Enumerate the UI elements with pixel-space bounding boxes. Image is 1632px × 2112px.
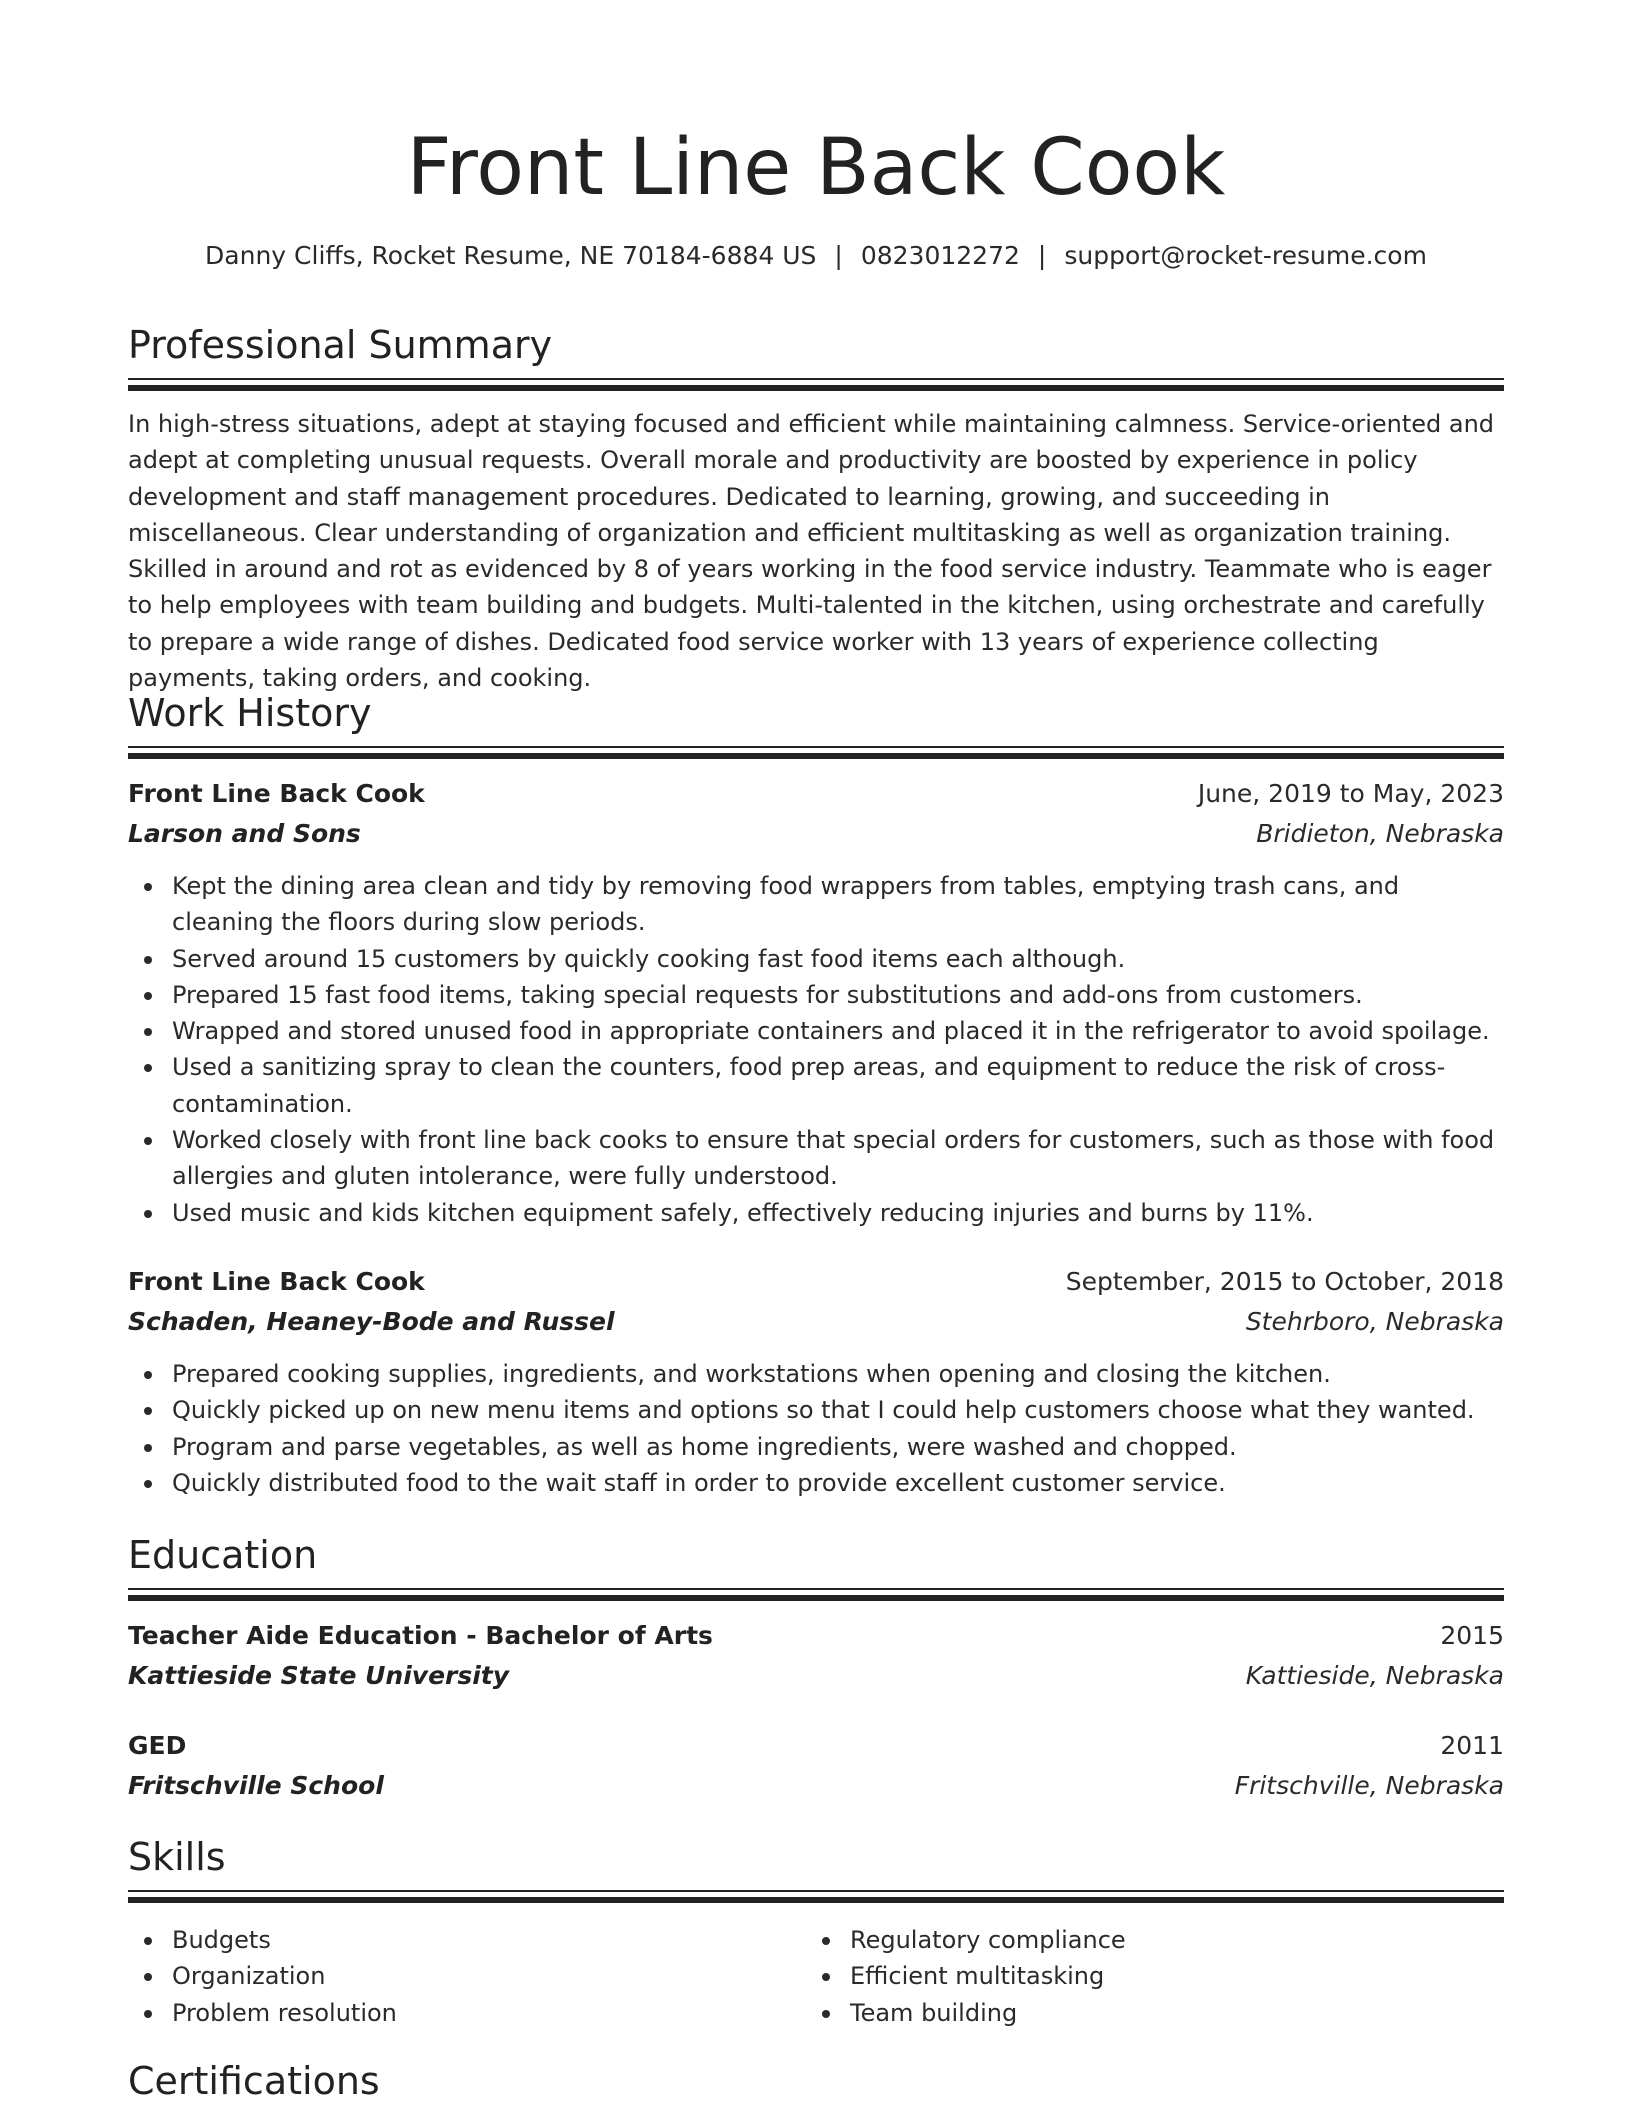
list-item: Used music and kids kitchen equipment safely, effectively reducing injuries and burns by 11%. xyxy=(172,1195,1504,1231)
education-year: 2015 xyxy=(1440,1621,1504,1650)
education-degree: GED xyxy=(128,1731,187,1760)
job-title: Front Line Back Cook xyxy=(128,1267,425,1296)
job-header-row xyxy=(128,776,1504,812)
job-title: Front Line Back Cook xyxy=(128,779,425,808)
list-item: Regulatory compliance xyxy=(850,1922,1500,1958)
contact-separator: | xyxy=(1037,241,1047,270)
section-title-summary: Professional Summary xyxy=(128,323,553,367)
list-item: Worked closely with front line back cooks to ensure that special orders for customers, such as those with food allergies and gluten intolerance, were fully understood. xyxy=(172,1122,1504,1195)
job-location: Bridieton, Nebraska xyxy=(1256,819,1504,848)
contact-line xyxy=(128,238,1504,274)
section-title-certifications: Certifications xyxy=(128,2059,380,2103)
job-company: Schaden, Heaney-Bode and Russel xyxy=(128,1307,615,1336)
contact-email: support@rocket-resume.com xyxy=(1064,241,1427,270)
list-item: Team building xyxy=(850,1995,1500,2031)
skills-list-right xyxy=(806,1922,1500,2031)
education-school-row xyxy=(128,1658,1504,1694)
list-item: Problem resolution xyxy=(172,1995,802,2031)
list-item: Used a sanitizing spray to clean the counters, food prep areas, and equipment to reduce the risk of cross-contamination. xyxy=(172,1049,1504,1122)
education-location: Fritschville, Nebraska xyxy=(1234,1771,1504,1800)
education-school: Fritschville School xyxy=(128,1771,384,1800)
list-item: Efficient multitasking xyxy=(850,1958,1500,1994)
contact-phone: 0823012272 xyxy=(860,241,1020,270)
education-header-row xyxy=(128,1618,1504,1654)
section-divider xyxy=(128,378,1504,392)
section-title-education: Education xyxy=(128,1533,318,1577)
education-location: Kattieside, Nebraska xyxy=(1245,1661,1504,1690)
list-item: Organization xyxy=(172,1958,802,1994)
list-item: Served around 15 customers by quickly cooking fast food items each although. xyxy=(172,941,1504,977)
summary-text: In high-stress situations, adept at staying focused and efficient while maintaining calmness. Service-oriented and adept at completing unusual requests. Overall morale and productivity are boosted by experience in policy development and staff management procedures. Dedicated to learning, growing, and succeeding in miscellaneous. Clear understanding of organization and efficient multitasking as well as organization training. Skilled in around and rot as evidenced by 8 of years working in the food service industry. Teammate who is eager to help employees with team building and budgets. Multi-talented in the kitchen, using orchestrate and carefully to prepare a wide range of dishes. Dedicated food service worker with 13 years of experience collecting payments, taking orders, and cooking. xyxy=(128,410,1495,693)
education-year: 2011 xyxy=(1440,1731,1504,1760)
section-divider xyxy=(128,1890,1504,1904)
section-title-skills: Skills xyxy=(128,1835,226,1879)
job-company-row xyxy=(128,1304,1504,1340)
contact-address: Danny Cliffs, Rocket Resume, NE 70184-6884 US xyxy=(205,241,817,270)
job-header-row xyxy=(128,1264,1504,1300)
section-divider xyxy=(128,746,1504,760)
list-item: Kept the dining area clean and tidy by removing food wrappers from tables, emptying trash cans, and cleaning the floors during slow periods. xyxy=(172,868,1504,941)
section-divider xyxy=(128,1588,1504,1602)
job-location: Stehrboro, Nebraska xyxy=(1245,1307,1504,1336)
education-header-row xyxy=(128,1728,1504,1764)
job-company: Larson and Sons xyxy=(128,819,361,848)
job-bullets xyxy=(128,1356,1504,1501)
list-item: Program and parse vegetables, as well as home ingredients, were washed and chopped. xyxy=(172,1429,1504,1465)
section-title-work: Work History xyxy=(128,691,372,735)
list-item: Budgets xyxy=(172,1922,802,1958)
list-item: Prepared cooking supplies, ingredients, and workstations when opening and closing the kitchen. xyxy=(172,1356,1504,1392)
list-item: Quickly picked up on new menu items and options so that I could help customers choose what they wanted. xyxy=(172,1392,1504,1428)
list-item: Quickly distributed food to the wait staff in order to provide excellent customer service. xyxy=(172,1465,1504,1501)
job-bullets xyxy=(128,868,1504,1231)
contact-separator: | xyxy=(834,241,843,270)
list-item: Wrapped and stored unused food in appropriate containers and placed it in the refrigerator to avoid spoilage. xyxy=(172,1013,1504,1049)
resume-name: Front Line Back Cook xyxy=(406,123,1226,213)
education-school-row xyxy=(128,1768,1504,1804)
skills-list-left xyxy=(128,1922,802,2031)
job-dates: June, 2019 to May, 2023 xyxy=(1197,779,1504,808)
education-degree: Teacher Aide Education - Bachelor of Arts xyxy=(128,1621,713,1650)
education-school: Kattieside State University xyxy=(128,1661,510,1690)
job-company-row xyxy=(128,816,1504,852)
job-dates: September, 2015 to October, 2018 xyxy=(1065,1267,1504,1296)
list-item: Prepared 15 fast food items, taking special requests for substitutions and add-ons from customers. xyxy=(172,977,1504,1013)
